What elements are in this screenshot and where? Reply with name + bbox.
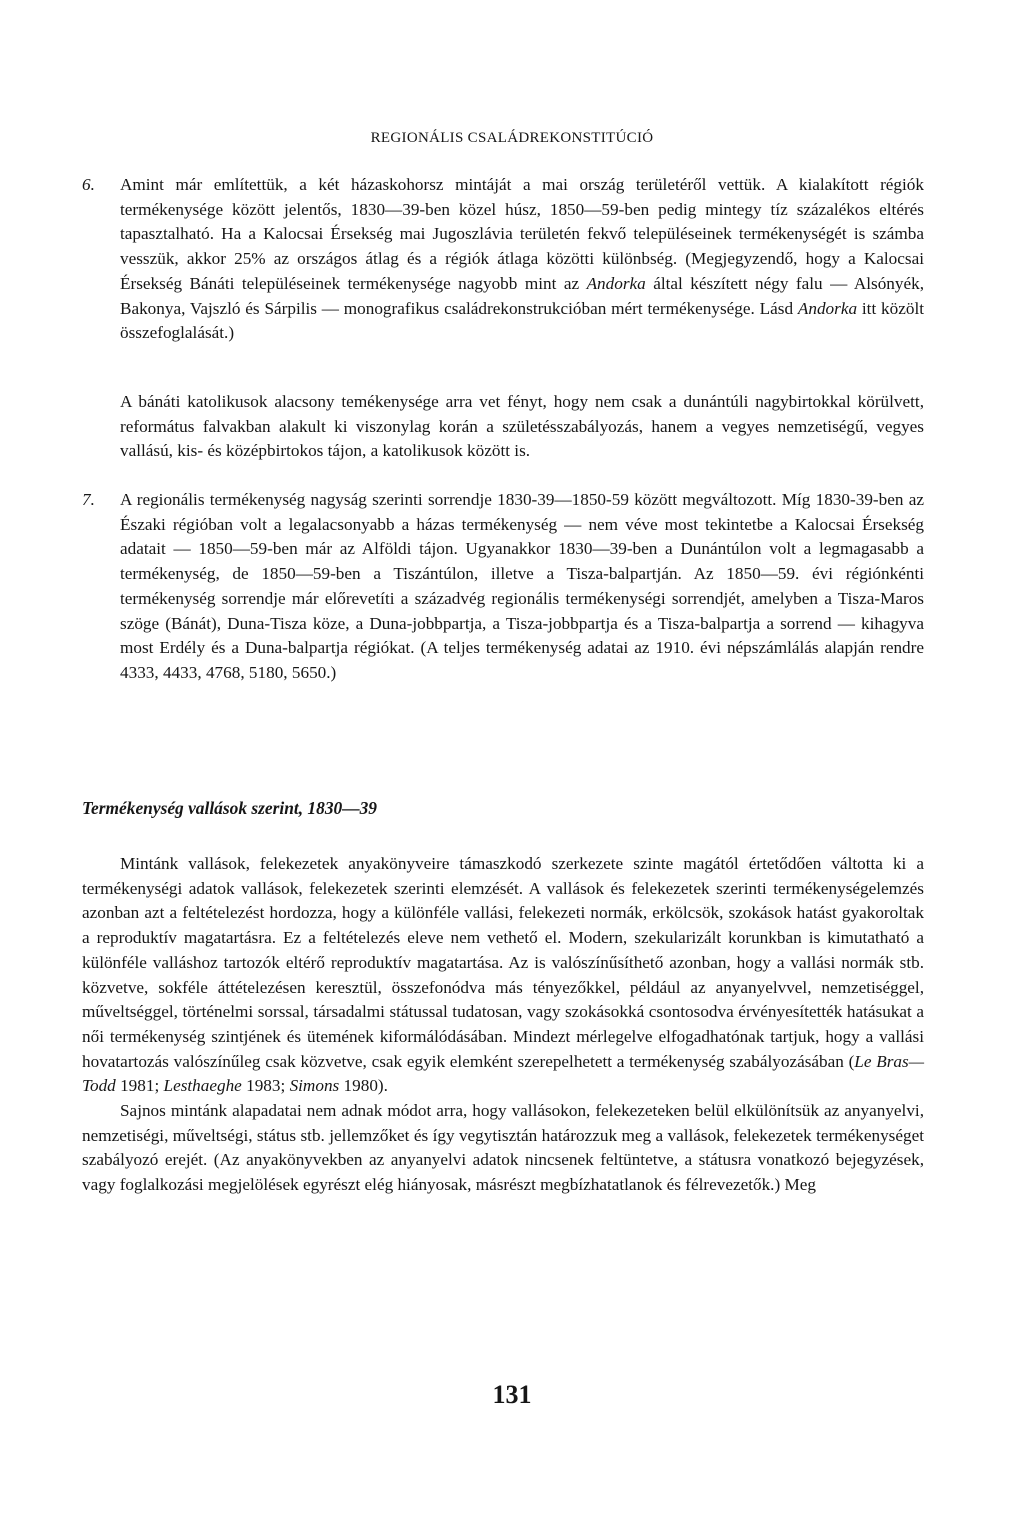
citation: Lesthaeghe: [163, 1076, 242, 1096]
running-header: REGIONÁLIS CSALÁDREKONSTITÚCIÓ: [370, 130, 654, 146]
footnote-7: [82, 488, 924, 686]
author-citation: Andorka: [586, 273, 646, 293]
paragraph-1: Mintánk vallások, felekezetek anyakönyveire támaszkodó szerkezete szinte magától értetődően váltotta ki a termékenységi adatok vallások, felekezetek szerinti elemzését. A vallások és felekezetek szerinti termékenységelemzés azonban azt a feltételezést hordozza, hogy a különféle vallási, felekezeti normák, erkölcsök, szokások hatást gyakoroltak a reproduktív magatartásra. Ez a feltételezés eleve nem vethető el. Modern, szekularizált korunkban is kimutatható a különféle valláshoz tartozók eltérő reproduktív magatartása. Az is valószínűsíthető azonban, hogy a vallási normák stb. közvetve, sokféle áttételezésen keresztül, összefonódva más tényezőkkel, például az anyanyelvvel, nemzetiséggel, műveltséggel, történelmi sorssal, társadalmi státussal tudatosan, vagy szokásokká csontosodva érvényesítették hatásukat a női termékenység szintjének és ütemének kiformálódásában. Mindezt mérlegelve elfogadhatónak tartjuk, hogy a vallási hovatartozás valószínűleg csak közvetve, csak egyik elemként szerepelhetett a termékenység szabályozásában (Le Bras—Todd 1981; Lesthaeghe 1983; Simons 1980).: [82, 854, 924, 1096]
section-title: Termékenység vallások szerint, 1830—39: [82, 798, 377, 818]
author-citation: Andorka: [797, 298, 858, 318]
footnote-7-number: 7.: [82, 490, 95, 509]
citation: Simons: [289, 1076, 340, 1096]
footnote-6-continuation-text: A bánáti katolikusok alacsony temékenysége arra vet fényt, hogy nem csak a dunántúli nagybirtokkal körülvett, református falvakban alakult ki viszonylag korán a születésszabályozás, hanem a vegyes nemzetiségű, vegyes vallású, kis- és középbirtokos tájon, a katolikusok között is.: [120, 392, 924, 461]
footnote-6-continuation: [82, 390, 924, 464]
page-number: 131: [492, 1380, 532, 1409]
body-text: [82, 852, 924, 1198]
footnote-6-number: 6.: [82, 175, 95, 194]
footnote-7-text: A regionális termékenység nagyság szerinti sorrendje 1830-39—1850-59 között megváltozott. Míg 1830-39-ben az Északi régióban volt a legalacsonyabb a házas termékenység — nem véve most tekintetbe a Kalocsai Érsekség adatait — 1850—59-ben már az Alföldi tájon. Ugyanakkor 1830—39-ben a Dunántúlon volt a legmagasabb a termékenység, de 1850—59-ben a Tiszántúlon, illetve a Tisza-balpartján. Az 1850—59. évi régiónkénti termékenység sorrendje már előrevetíti a századvég regionális termékenységi sorrendjét, amelyben a Tisza-Maros szöge (Bánát), Duna-Tisza köze, a Duna-jobbpartja, a Tisza-jobbpartja és a Tisza-balpartja a sorrend — kihagyva most Erdély és a Duna-balpartja régiókat. (A teljes termékenység adatai az 1910. évi népszámlálás alapján rendre 4333, 4433, 4768, 5180, 5650.): [120, 490, 924, 682]
footnote-6-text: Amint már említettük, a két házaskohorsz mintáját a mai ország területéről vettük. A kialakított régiók termékenysége között jelentős, 1830—39-ben közel húsz, 1850—59-ben pedig mintegy tíz százalékos eltérés tapasztalható. Ha a Kalocsai Érsekség mai Jugoszlávia területén fekvő településeinek termékenységét is számba vesszük, akkor 25% az országos átlag és a régiók átlaga közötti különbség. (Megjegyzendő, hogy a Kalocsai Érsekség Bánáti településeinek termékenysége nagyobb mint az Andorka által készített négy falu — Alsónyék, Bakonya, Vajszló és Sárpilis — monografikus családrekonstrukcióban mért termékenysége. Lásd Andorka itt közölt összefoglalását.): [120, 175, 924, 343]
citation: Le Bras—Todd: [82, 1051, 924, 1096]
paragraph-2: Sajnos mintánk alapadatai nem adnak módot arra, hogy vallásokon, felekezeteken belül elkülönítsük az anyanyelvi, nemzetiségi, műveltségi, státus stb. jellemzőket és így vegytisztán határozzuk meg a vallások, felekezetek termékenységet szabályozó erejét. (Az anyakönyvekben az anyanyelvi adatok nincsenek feltüntetve, a státusra vonatkozó bejegyzések, vagy foglalkozási megjelölések egyrészt elég hiányosak, másrészt megbízhatatlanok és félrevezetők.) Meg: [82, 1101, 924, 1195]
footnote-6: [82, 173, 924, 346]
